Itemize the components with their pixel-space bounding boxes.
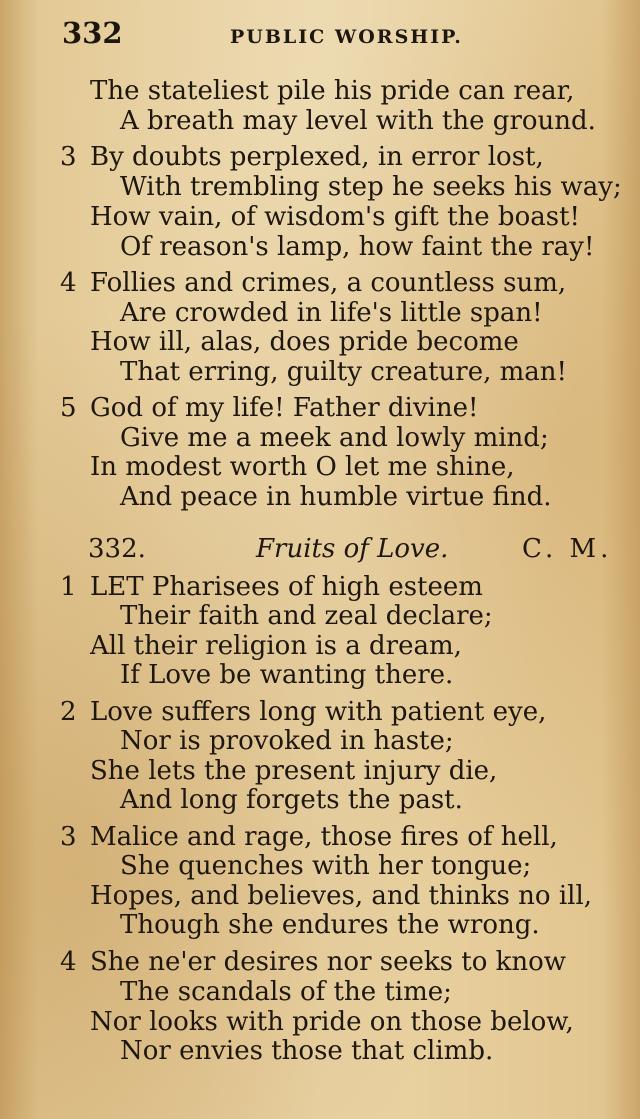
stanza-number: 2 bbox=[60, 697, 77, 727]
stanza-number: 4 bbox=[60, 268, 77, 298]
page-number: 332 bbox=[62, 16, 123, 50]
page-header bbox=[62, 16, 482, 56]
stanza-number: 1 bbox=[60, 572, 77, 602]
hymn-heading bbox=[0, 534, 640, 568]
stanza-number: 3 bbox=[60, 822, 77, 852]
hymn-meter: C. M. bbox=[522, 534, 613, 564]
stanza-number: 3 bbox=[60, 142, 77, 172]
hymn-title: Fruits of Love. bbox=[256, 534, 449, 564]
hymn-number: 332. bbox=[88, 534, 146, 564]
running-title: PUBLIC WORSHIP. bbox=[230, 26, 463, 48]
stanza-number: 4 bbox=[60, 947, 77, 977]
stanza-number: 5 bbox=[60, 393, 77, 423]
book-page: 332 PUBLIC WORSHIP. The stateliest pile his pride can rear, A breath may level with the ground. 3 By doubts perplexed, in error lost, With trembling step he seeks his way; How vain, of wisdom's gift the boast! Of reason's lamp, how faint the ray! 4 Follies and crimes, a countless sum, Are crowded in life's little span! How ill, alas, does pride become That erring, guilty creature, man! 5 God of my life! Father divine! Give me a meek and lowly mind; In modest worth O let me shine, And peace in humble virtue find. 332. Fruits of Love. C. M. 1 LET Pharisees of high esteem Their faith and zeal declare; All their religion is a dream, If Love be wanting there. 2 Love suffers long with patient eye, Nor is provoked in haste; She lets the present injury die, And long forgets the past. 3 Malice and rage, those fires of hell, She quenches with her tongue; Hopes, and believes, and thinks no ill, Though she endures the wrong. 4 She ne'er desires nor seeks to know The scandals of the time; Nor looks with pride on those below, Nor envies those that climb. bbox=[0, 0, 640, 1119]
